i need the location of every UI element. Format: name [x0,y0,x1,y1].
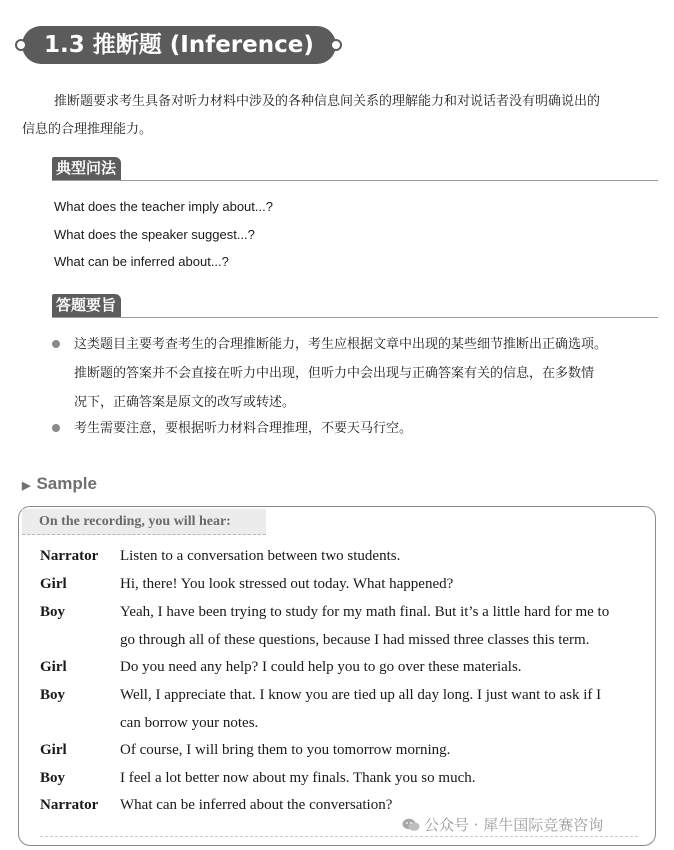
watermark [402,814,603,835]
speaker-name: Boy [40,770,66,786]
typical-question-1: What does the teacher imply about...? [54,199,273,214]
dialogue-line: can borrow your notes. [120,715,259,731]
speaker-name: Girl [40,742,67,758]
dialogue-line: go through all of these questions, because I had missed three classes this term. [120,632,590,648]
dialogue-line: Hi, there! You look stressed out today. What happened? [120,576,454,592]
speaker-name: Boy [40,604,66,620]
answer-tips-heading [52,294,658,318]
section-title [22,26,336,64]
bullet-dot-icon [52,424,60,432]
tip-1-line-2: 推断题的答案并不会直接在听力中出现，但听力中会出现与正确答案有关的信息，在多数情 [74,366,595,381]
typical-questions-tag: 典型问法 [52,157,121,180]
speaker-name: Narrator [40,797,99,813]
recording-label [22,509,266,535]
sample-label-text: Sample [36,474,97,493]
intro-paragraph [22,88,662,144]
sample-label [22,474,97,494]
divider [40,836,638,837]
dialogue-line: What can be inferred about the conversation? [120,797,393,813]
dialogue-line: Of course, I will bring them to you tomorrow morning. [120,742,451,758]
typical-questions-heading [52,157,658,181]
bullet-dot-icon [52,340,60,348]
speaker-name: Boy [40,687,66,703]
dialogue-line: I feel a lot better now about my finals. Thank you so much. [120,770,476,786]
section-title-text: 1.3 推断题 (Inference) [44,32,314,58]
dialogue-line: Listen to a conversation between two students. [120,548,401,564]
intro-line-2: 信息的合理推理能力。 [22,122,153,137]
answer-tips-tag: 答题要旨 [52,294,121,317]
dialogue-line: Do you need any help? I could help you to go over these materials. [120,659,522,675]
wechat-icon [402,818,420,832]
triangle-right-icon: ▶ [22,480,31,492]
speaker-name: Narrator [40,548,99,564]
recording-label-text: On the recording, you will hear: [39,514,231,529]
dialogue-line: Yeah, I have been trying to study for my math final. But it’s a little hard for me to [120,604,610,620]
tip-bullet-2 [74,414,664,443]
tip-1-line-1: 这类题目主要考查考生的合理推断能力，考生应根据文章中出现的某些细节推断出正确选项。 [74,337,608,352]
watermark-text: 公众号 · 犀牛国际竞赛咨询 [424,816,604,834]
typical-question-2: What does the speaker suggest...? [54,227,255,242]
title-left-dot-icon [15,39,27,51]
title-right-dot-icon [330,39,342,51]
tip-bullet-1 [74,330,664,417]
speaker-name: Girl [40,576,67,592]
tip-1-line-3: 况下，正确答案是原文的改写或转述。 [74,395,296,410]
dialogue-line: Well, I appreciate that. I know you are tied up all day long. I just want to ask if I [120,687,602,703]
typical-question-3: What can be inferred about...? [54,254,229,269]
intro-line-1: 推断题要求考生具备对听力材料中涉及的各种信息间关系的理解能力和对说话者没有明确说出的 [54,94,601,109]
speaker-name: Girl [40,659,67,675]
tip-2-line-1: 考生需要注意，要根据听力材料合理推理，不要天马行空。 [74,421,413,436]
